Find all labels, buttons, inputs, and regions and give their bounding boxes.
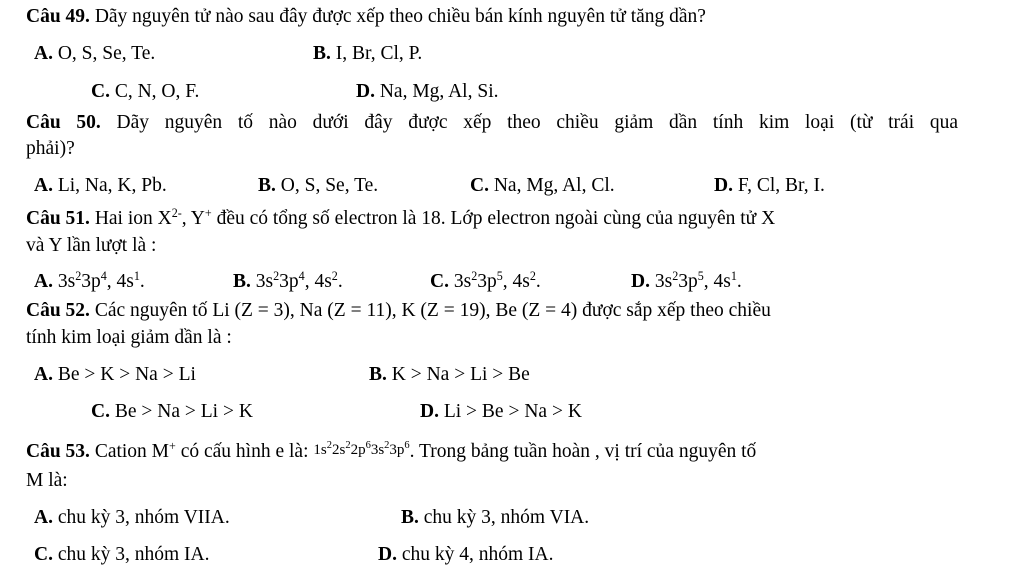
question-53: Câu 53. Cation M+ có cấu hình e là: $1s^22s^22p^63s^23p^6$. Trong bảng tuần hoàn , vị trí của nguyên tố (26, 439, 757, 462)
question-text: Dãy nguyên tố nào dưới đây được xếp theo chiều giảm dần tính kim loại (từ trái qua (116, 112, 958, 133)
q51-option-b: B. $3s^23p^4$, $4s^2$. (233, 269, 343, 292)
question-51: Câu 51. Hai ion $X^{2-}$, Y+ đều có tổng số electron là 18. Lớp electron ngoài cùng của nguyên tử X (26, 206, 776, 229)
q53-option-a: A. chu kỳ 3, nhóm VIIA. (34, 507, 230, 528)
question-label: Câu 50. (26, 112, 101, 133)
q49-option-a: A. O, S, Se, Te. (34, 43, 156, 64)
question-text: Dãy nguyên tử nào sau đây được xếp theo chiều bán kính nguyên tử tăng dần? (94, 6, 706, 27)
q52-option-a: A. Be > K > Na > Li (34, 364, 196, 385)
question-50-cont: phải)? (26, 138, 75, 159)
question-49 (26, 7, 706, 27)
q49-option-d: D. Na, Mg, Al, Si. (356, 81, 499, 102)
q50-option-c: C. Na, Mg, Al, Cl. (470, 175, 615, 196)
q50-option-a: A. Li, Na, K, Pb. (34, 175, 167, 196)
question-53-cont: M là: (26, 470, 68, 491)
question-label: Câu 52. (26, 300, 90, 321)
q53-option-b: B. chu kỳ 3, nhóm VIA. (401, 507, 590, 528)
q52-option-d: D. Li > Be > Na > K (420, 401, 582, 422)
q49-option-c: C. C, N, O, F. (91, 81, 200, 102)
q51-option-c: C. $3s^23p^5$, $4s^2$. (430, 269, 541, 292)
q50-option-b: B. O, S, Se, Te. (258, 175, 379, 196)
question-label: Câu 53. (26, 441, 90, 462)
question-text: Các nguyên tố Li (Z = 3), Na (Z = 11), K (Z = 19), Be (Z = 4) được sắp xếp theo chiều (94, 300, 771, 321)
question-label: Câu 51. (26, 208, 90, 229)
q53-option-c: C. chu kỳ 3, nhóm IA. (34, 544, 210, 565)
question-52 (26, 301, 771, 321)
q53-option-d: D. chu kỳ 4, nhóm IA. (378, 544, 554, 565)
q51-option-d: D. $3s^23p^5$, $4s^1$. (631, 269, 742, 292)
q52-option-b: B. K > Na > Li > Be (369, 364, 530, 385)
question-50 (26, 113, 958, 133)
question-51-cont: và Y lần lượt là : (26, 235, 157, 256)
q49-option-b: B. I, Br, Cl, P. (313, 43, 423, 64)
electron-config: $1s^22s^22p^63s^23p^6$ (313, 439, 410, 458)
question-label: Câu 49. (26, 6, 90, 27)
q51-option-a: A. $3s^23p^4$, $4s^1$. (34, 269, 145, 292)
q50-option-d: D. F, Cl, Br, I. (714, 175, 825, 196)
q52-option-c: C. Be > Na > Li > K (91, 401, 253, 422)
question-52-cont: tính kim loại giảm dần là : (26, 327, 232, 348)
